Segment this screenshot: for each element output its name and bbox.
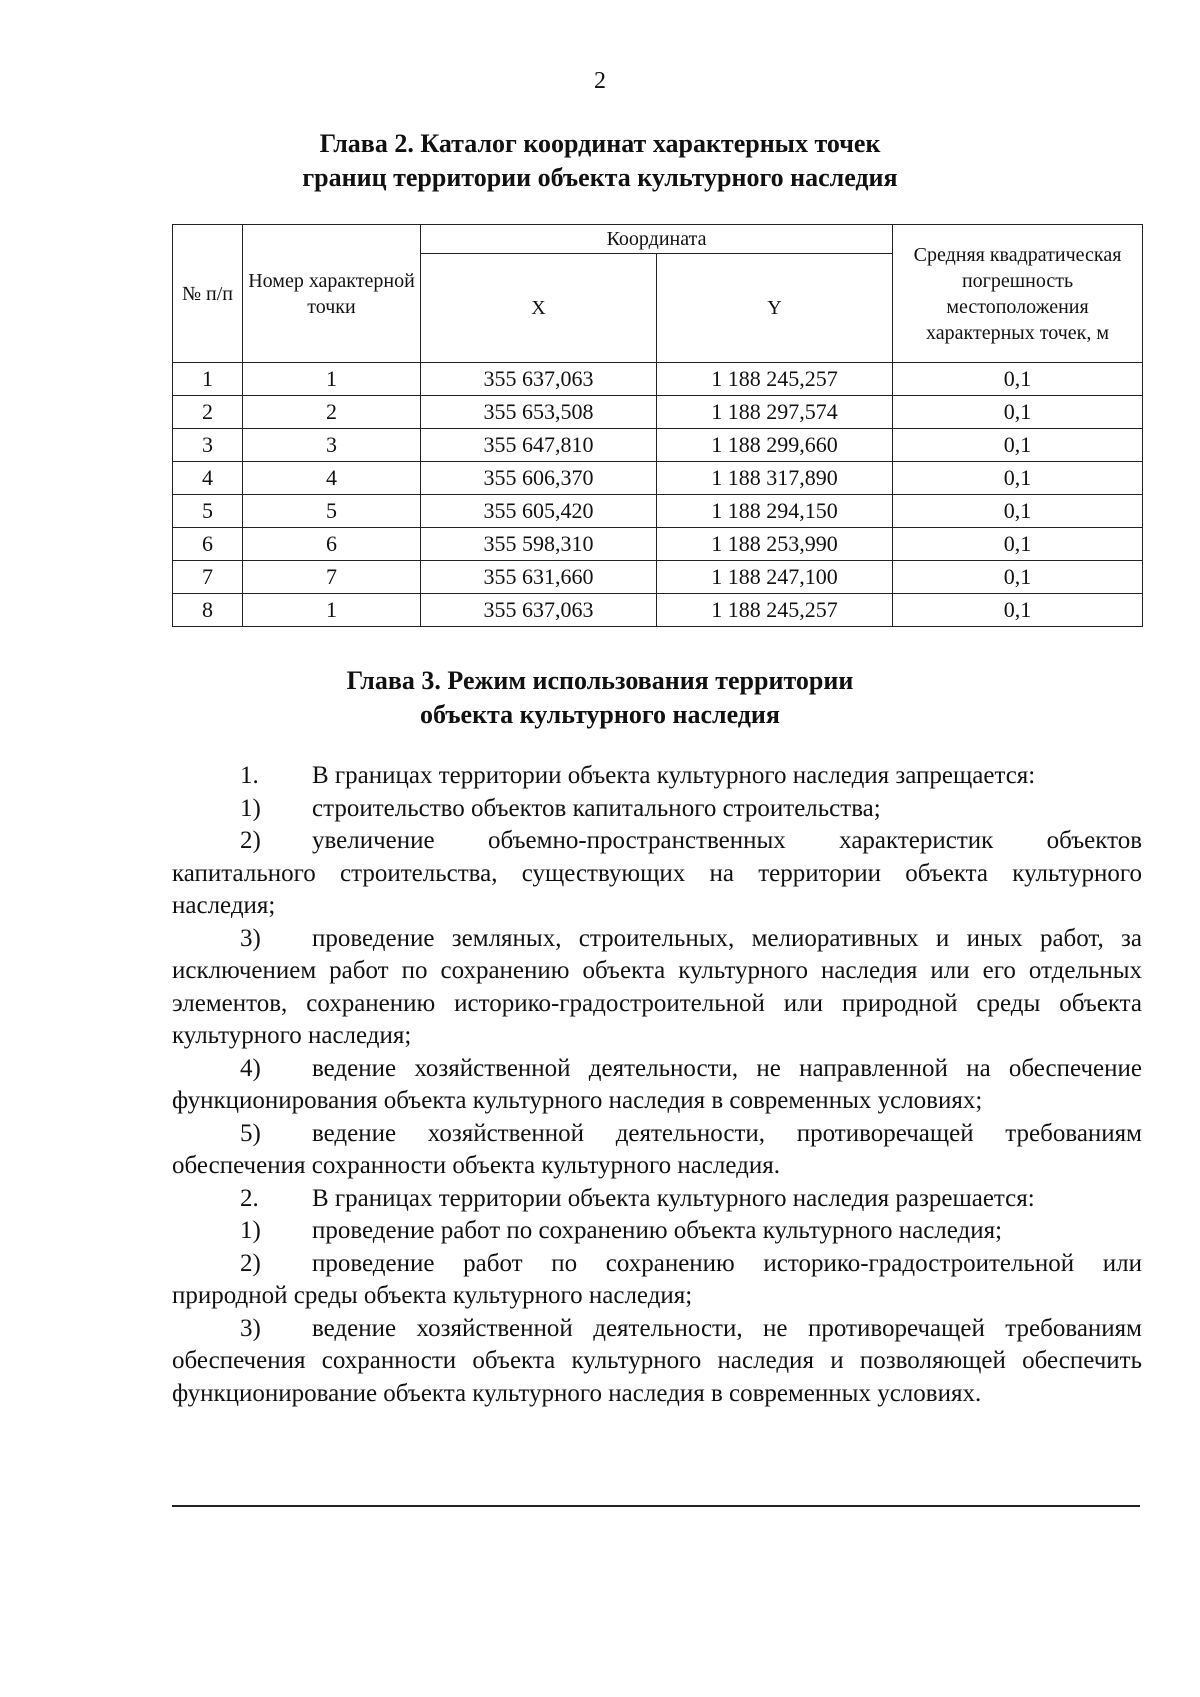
table-row (173, 495, 1143, 528)
chapter-2-heading (0, 127, 1200, 195)
cell-y: 1 188 297,574 (657, 396, 893, 429)
cell-error: 0,1 (893, 594, 1143, 627)
paragraph-text: В границах территории объекта культурного наследия разрешается: (312, 1184, 1035, 1212)
cell-error: 0,1 (893, 561, 1143, 594)
chapter-3-title-line-2: объекта культурного наследия (420, 700, 780, 729)
chapter-3-body (172, 760, 1142, 1410)
paragraph-number: 4) (240, 1054, 261, 1082)
cell-y: 1 188 247,100 (657, 561, 893, 594)
cell-x: 355 653,508 (421, 396, 657, 429)
paragraph-text: ведение хозяйственной деятельности, не направленной на обеспечение функционирования объекта культурного наследия в современных условиях; (172, 1054, 1142, 1114)
cell-error: 0,1 (893, 363, 1143, 396)
paragraph-number: 2. (240, 1184, 259, 1212)
paragraph-number: 1) (240, 794, 261, 822)
cell-y: 1 188 253,990 (657, 528, 893, 561)
paragraph (172, 825, 1142, 923)
cell-y: 1 188 294,150 (657, 495, 893, 528)
paragraph-number: 5) (240, 1119, 261, 1147)
table-row (173, 429, 1143, 462)
cell-y: 1 188 245,257 (657, 363, 893, 396)
cell-point: 2 (243, 396, 421, 429)
cell-y: 1 188 245,257 (657, 594, 893, 627)
header-x: X (421, 254, 657, 363)
paragraph (172, 1183, 1142, 1216)
cell-num: 3 (173, 429, 243, 462)
chapter-3-title-line-1: Глава 3. Режим использования территории (346, 666, 854, 695)
chapter-2-title-line-1: Глава 2. Каталог координат характерных точек (319, 129, 881, 158)
paragraph (172, 760, 1142, 793)
paragraph-text: проведение земляных, строительных, мелиоративных и иных работ, за исключением работ по сохранению объекта культурного наследия или его отдельных элементов, сохранению историко-градостроительной или природной среды объекта культурного наследия; (172, 924, 1142, 1049)
cell-num: 6 (173, 528, 243, 561)
paragraph-number: 2) (240, 1249, 261, 1277)
table-row (173, 462, 1143, 495)
paragraph (172, 793, 1142, 826)
chapter-3-heading (0, 664, 1200, 732)
cell-y: 1 188 299,660 (657, 429, 893, 462)
paragraph-text: ведение хозяйственной деятельности, противоречащей требованиям обеспечения сохранности объекта культурного наследия. (172, 1119, 1142, 1179)
cell-x: 355 598,310 (421, 528, 657, 561)
cell-error: 0,1 (893, 528, 1143, 561)
paragraph-number: 3) (240, 1314, 261, 1342)
paragraph-number: 1) (240, 1217, 261, 1244)
cell-num: 7 (173, 561, 243, 594)
cell-error: 0,1 (893, 429, 1143, 462)
paragraph-text: увеличение объемно-пространственных характеристик объектов капитального строительства, существующих на территории объекта культурного наследия; (172, 827, 1142, 919)
cell-x: 355 605,420 (421, 495, 657, 528)
cell-point: 3 (243, 429, 421, 462)
table-row (173, 363, 1143, 396)
cell-point: 7 (243, 561, 421, 594)
cell-num: 1 (173, 363, 243, 396)
paragraph (172, 1248, 1142, 1313)
header-y: Y (657, 254, 893, 363)
paragraph-number: 2) (240, 827, 261, 854)
paragraph (172, 1215, 1142, 1248)
cell-num: 5 (173, 495, 243, 528)
cell-y: 1 188 317,890 (657, 462, 893, 495)
cell-x: 355 637,063 (421, 594, 657, 627)
cell-point: 4 (243, 462, 421, 495)
paragraph-text: строительство объектов капитального строительства; (312, 794, 881, 822)
page-number: 2 (594, 68, 606, 94)
header-coordinate: Координата (421, 225, 893, 254)
cell-x: 355 637,063 (421, 363, 657, 396)
cell-x: 355 606,370 (421, 462, 657, 495)
paragraph-text: В границах территории объекта культурного наследия запрещается: (312, 762, 1036, 789)
cell-x: 355 647,810 (421, 429, 657, 462)
table-row (173, 396, 1143, 429)
cell-num: 2 (173, 396, 243, 429)
cell-point: 1 (243, 594, 421, 627)
paragraph-number: 1. (240, 762, 259, 789)
cell-error: 0,1 (893, 495, 1143, 528)
header-num: № п/п (173, 225, 243, 363)
cell-x: 355 631,660 (421, 561, 657, 594)
coordinates-table (172, 224, 1143, 627)
cell-point: 1 (243, 363, 421, 396)
cell-num: 8 (173, 594, 243, 627)
cell-num: 4 (173, 462, 243, 495)
header-error: Средняя квадратическая погрешность местоположения характерных точек, м (893, 225, 1143, 363)
chapter-2-title-line-2: границ территории объекта культурного наследия (302, 163, 898, 192)
paragraph-text: проведение работ по сохранению объекта культурного наследия; (312, 1217, 1003, 1244)
cell-point: 5 (243, 495, 421, 528)
paragraph (172, 923, 1142, 1053)
header-point: Номер характерной точки (243, 225, 421, 363)
cell-point: 6 (243, 528, 421, 561)
paragraph (172, 1053, 1142, 1118)
paragraph-number: 3) (240, 924, 261, 952)
paragraph (172, 1313, 1142, 1411)
table-row (173, 528, 1143, 561)
cell-error: 0,1 (893, 462, 1143, 495)
paragraph-text: проведение работ по сохранению историко-градостроительной или природной среды объекта культурного наследия; (172, 1249, 1142, 1309)
paragraph-text: ведение хозяйственной деятельности, не противоречащей требованиям обеспечения сохранности объекта культурного наследия и позволяющей обеспечить функционирование объекта культурного наследия в современных условиях. (172, 1314, 1142, 1407)
closing-rule-divider (172, 1505, 1140, 1507)
paragraph (172, 1118, 1142, 1183)
table-row (173, 594, 1143, 627)
table-row (173, 561, 1143, 594)
cell-error: 0,1 (893, 396, 1143, 429)
